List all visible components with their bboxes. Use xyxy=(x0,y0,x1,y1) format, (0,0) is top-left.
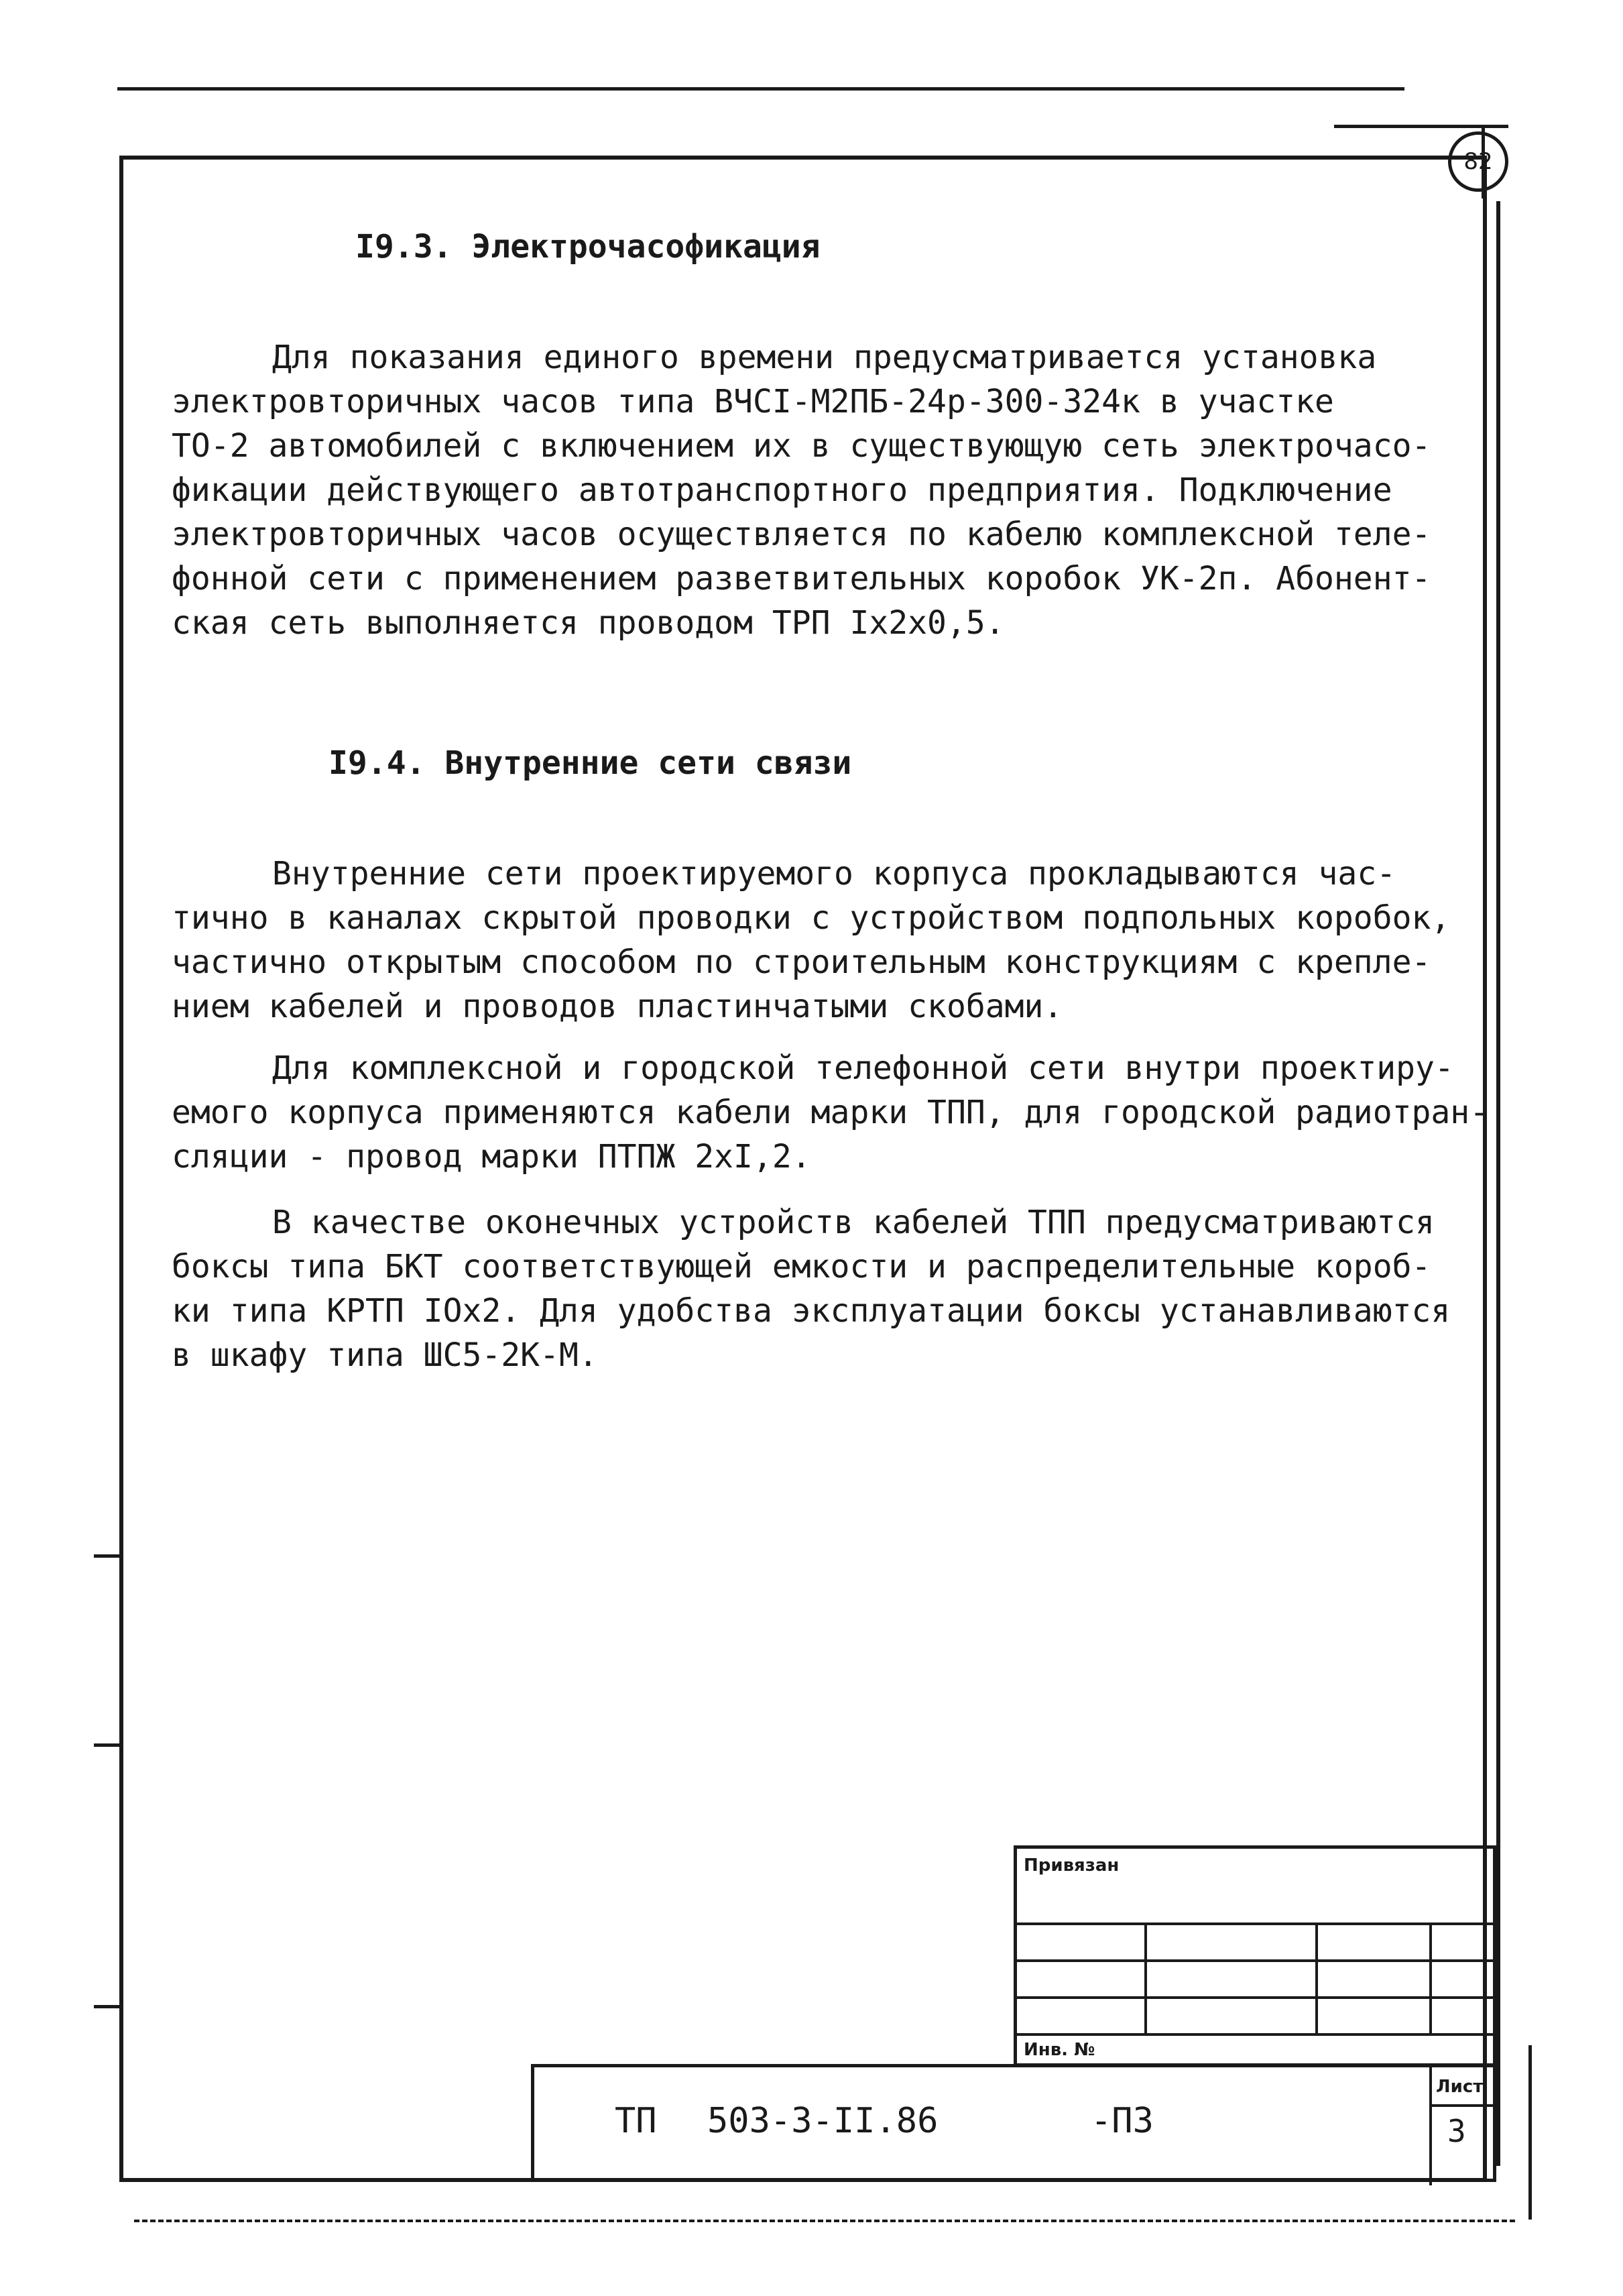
sheet-col-line xyxy=(1429,2067,1432,2185)
bound-label: Привязан xyxy=(1024,1855,1120,1876)
text-line: емого корпуса применяются кабели марки ТПП, для городской радиотран- xyxy=(172,1094,1490,1131)
sheet-number: 3 xyxy=(1447,2113,1466,2149)
text-line: фикации действующего автотранспортного предприятия. Подключение xyxy=(172,471,1392,509)
title-stamp xyxy=(531,2064,1496,2182)
paragraph xyxy=(172,852,1451,1029)
paragraph xyxy=(172,1200,1451,1377)
paragraph xyxy=(172,335,1445,645)
grid-col-line xyxy=(1144,1922,1147,2033)
frame-right-rule xyxy=(1496,201,1500,2166)
text-line: Для комплексной и городской телефонной сети внутри проектиру- xyxy=(272,1049,1454,1087)
text-line: электровторичных часов осуществляется по кабелю комплексной теле- xyxy=(172,516,1431,553)
margin-tick xyxy=(94,1554,122,1558)
paragraph xyxy=(172,1046,1490,1179)
sheet-number-circle xyxy=(1448,131,1508,192)
grid-row-line xyxy=(1017,1922,1493,1925)
document-code-suffix: -ПЗ xyxy=(1091,2101,1154,2141)
text-line: фонной сети с применением разветвительных коробок УК-2п. Абонент- xyxy=(172,560,1431,597)
text-line: электровторичных часов типа ВЧСI-М2ПБ-24р-300-324к в участке xyxy=(172,383,1334,420)
inventory-label: Инв. № xyxy=(1024,2040,1095,2060)
margin-tick xyxy=(94,1743,122,1747)
text-line: ки типа КРТП IOх2. Для удобства эксплуатации боксы устанавливаются xyxy=(172,1292,1451,1330)
text-line: ТО-2 автомобилей с включением их в существующую сеть электрочасо- xyxy=(172,427,1431,465)
top-rule xyxy=(117,87,1404,91)
grid-col-line xyxy=(1315,1922,1318,2033)
text-line: тично в каналах скрытой проводки с устройством подпольных коробок, xyxy=(172,899,1451,937)
section-heading-19-3: I9.3. Электрочасофикация xyxy=(355,228,821,266)
text-line: Для показания единого времени предусматривается установка xyxy=(272,339,1377,376)
document-code-number: 503-3-II.86 xyxy=(707,2101,939,2141)
text-line: боксы типа БКТ соответствующей емкости и распределительные короб- xyxy=(172,1248,1431,1285)
sheet-circle-number: 82 xyxy=(1463,148,1493,175)
sheet-row-line xyxy=(1429,2104,1493,2107)
approval-grid xyxy=(1014,1845,1496,2067)
margin-tick xyxy=(94,2005,122,2008)
document-code-prefix: ТП xyxy=(615,2101,657,2141)
sheet-label: Лист xyxy=(1436,2077,1484,2097)
text-line: частично открытым способом по строительным конструкциям с крепле- xyxy=(172,943,1431,981)
right-edge-tick xyxy=(1528,2045,1532,2220)
text-line: ская сеть выполняется проводом ТРП Iх2х0,5. xyxy=(172,604,1005,642)
bottom-rule xyxy=(134,2220,1515,2222)
text-line: Внутренние сети проектируемого корпуса прокладываются час- xyxy=(272,855,1396,893)
grid-col-line xyxy=(1429,1922,1432,2033)
text-line: сляции - провод марки ПТПЖ 2хI,2. xyxy=(172,1138,811,1175)
grid-row-line xyxy=(1017,2033,1493,2036)
text-line: в шкафу типа ШС5-2К-М. xyxy=(172,1336,598,1374)
text-line: нием кабелей и проводов пластинчатыми скобами. xyxy=(172,988,1063,1025)
text-line: В качестве оконечных устройств кабелей ТПП предусматриваются xyxy=(272,1204,1435,1241)
grid-row-line xyxy=(1017,1959,1493,1962)
grid-row-line xyxy=(1017,1996,1493,1999)
section-heading-19-4: I9.4. Внутренние сети связи xyxy=(328,744,852,782)
